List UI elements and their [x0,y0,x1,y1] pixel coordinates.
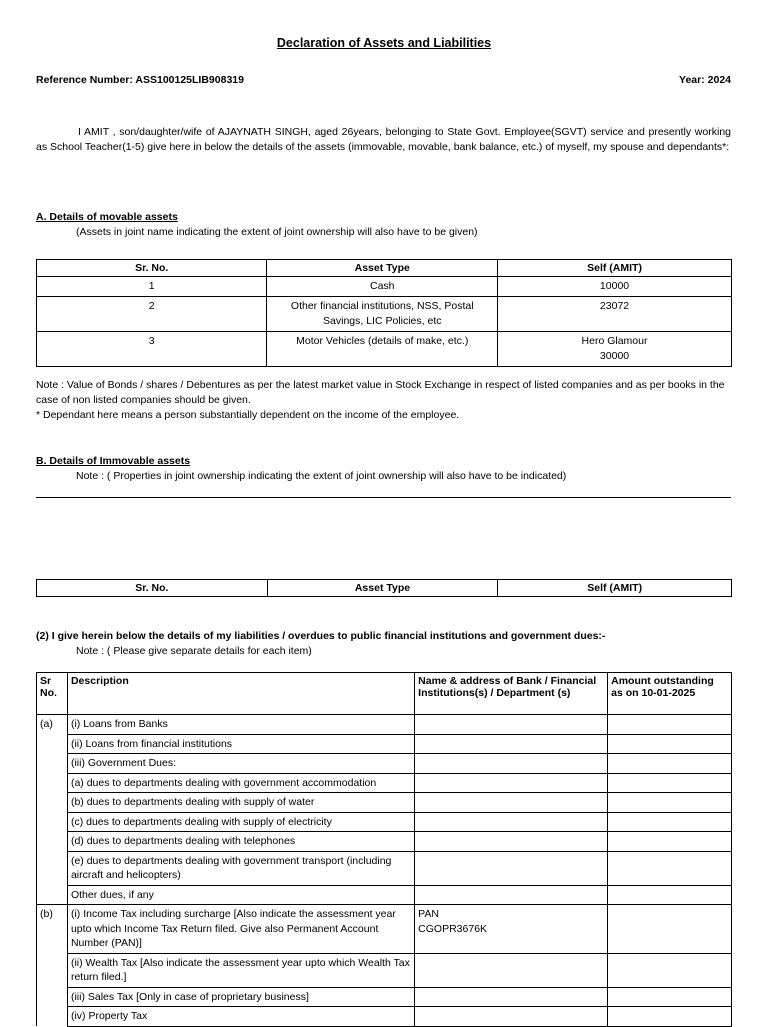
description: (d) dues to departments dealing with telephones [67,832,414,852]
table-row [37,987,732,1007]
sr-no [37,953,68,987]
column-header: Amount outstanding as on 10-01-2025 [608,673,732,715]
description: (a) dues to departments dealing with government accommodation [67,773,414,793]
table-row [37,793,732,813]
bank-name [415,987,608,1007]
description: (iv) Property Tax [67,1007,414,1027]
column-header: Sr No. [37,673,68,715]
liabilities-subnote: Note : ( Please give separate details for each item) [76,645,312,657]
table-row [37,851,732,885]
amount [608,773,732,793]
divider [36,497,731,498]
asset-type: Cash [267,277,498,297]
table-row [37,885,732,905]
sr-no [37,885,68,905]
column-header: Sr. No. [37,260,267,277]
description: (ii) Loans from financial institutions [67,734,414,754]
asset-type: Motor Vehicles (details of make, etc.) [267,332,498,367]
self-value: 10000 [498,277,732,297]
column-header: Self (AMIT) [498,260,732,277]
table-header-row [37,260,732,277]
sr-no: 1 [37,277,267,297]
document-title: Declaration of Assets and Liabilities [276,36,492,50]
sr-no [37,987,68,1007]
bank-name [415,715,608,735]
sr-no [37,773,68,793]
table-row [37,832,732,852]
amount [608,885,732,905]
movable-assets-table [36,259,732,367]
table-header-row [37,580,732,597]
description: (iii) Sales Tax [Only in case of proprietary business] [67,987,414,1007]
self-value: 23072 [498,297,732,332]
table-row [37,734,732,754]
description: (i) Income Tax including surcharge [Also indicate the assessment year upto which Income Tax Return filed. Give also Permanent Account Number (PAN)] [67,905,414,954]
table-header-row [37,673,732,715]
description: (ii) Wealth Tax [Also indicate the assessment year upto which Wealth Tax return filed.] [67,953,414,987]
dependant-note: * Dependant here means a person substantially dependent on the income of the employee. [36,409,460,421]
amount [608,1007,732,1027]
amount [608,987,732,1007]
sr-no: (b) [37,905,68,954]
amount [608,851,732,885]
description: (e) dues to departments dealing with government transport (including aircraft and helicopters) [67,851,414,885]
declaration-paragraph [36,125,731,155]
immovable-assets-table [36,579,732,597]
description: (b) dues to departments dealing with supply of water [67,793,414,813]
table-row [37,297,732,332]
table-row [37,715,732,735]
self-value: Hero Glamour 30000 [498,332,732,367]
amount [608,734,732,754]
liabilities-heading: (2) I give herein below the details of my liabilities / overdues to public financial institutions and government dues:- [36,630,606,642]
year: Year: 2024 [679,74,731,86]
liabilities-table [36,672,732,1027]
reference-number: Reference Number: ASS100125LIB908319 [36,74,244,86]
valuation-note: Note : Value of Bonds / shares / Debentures as per the latest market value in Stock Exchange in respect of listed companies and as per books in the case of non listed companies should be given. [36,379,725,406]
sr-no: 2 [37,297,267,332]
amount [608,953,732,987]
bank-name [415,885,608,905]
bank-name [415,773,608,793]
immovable-assets-heading: B. Details of Immovable assets [36,455,191,467]
amount [608,812,732,832]
sr-no [37,812,68,832]
sr-no [37,832,68,852]
bank-name [415,734,608,754]
amount [608,832,732,852]
declaration-text: I AMIT , son/daughter/wife of AJAYNATH SINGH, aged 26years, belonging to State Govt. Employee(SGVT) service and presently working as School Teacher(1-5) give here in below the details of the assets (immovable, movable, bank balance, etc.) of myself, my spouse and dependants*: [36,126,731,153]
movable-assets-heading: A. Details of movable assets [36,211,178,223]
amount [608,715,732,735]
bank-name [415,754,608,774]
sr-no: (a) [37,715,68,735]
amount [608,754,732,774]
sr-no [37,754,68,774]
column-header: Self (AMIT) [498,580,732,597]
column-header: Name & address of Bank / Financial Institutions(s) / Department (s) [415,673,608,715]
bank-name [415,832,608,852]
description: (i) Loans from Banks [67,715,414,735]
description: (c) dues to departments dealing with supply of electricity [67,812,414,832]
sr-no: 3 [37,332,267,367]
table-row [37,812,732,832]
sr-no [37,793,68,813]
amount [608,793,732,813]
description: (iii) Government Dues: [67,754,414,774]
bank-name [415,1007,608,1027]
column-header: Asset Type [267,260,498,277]
table-row [37,953,732,987]
immovable-assets-subnote: Note : ( Properties in joint ownership indicating the extent of joint ownership will also have to be indicated) [76,470,567,482]
column-header: Asset Type [267,580,498,597]
column-header: Description [67,673,414,715]
table-row [37,754,732,774]
bank-name [415,851,608,885]
table-row [37,773,732,793]
sr-no [37,734,68,754]
table-row [37,277,732,297]
movable-assets-subnote: (Assets in joint name indicating the extent of joint ownership will also have to be given) [76,226,478,238]
table-row [37,332,732,367]
bank-name [415,953,608,987]
amount [608,905,732,954]
asset-type: Other financial institutions, NSS, Postal Savings, LIC Policies, etc [267,297,498,332]
table-row [37,1007,732,1027]
table-row [37,905,732,954]
sr-no [37,851,68,885]
column-header: Sr. No. [37,580,268,597]
description: Other dues, if any [67,885,414,905]
bank-name [415,793,608,813]
bank-name [415,812,608,832]
sr-no [37,1007,68,1027]
bank-name: PAN CGOPR3676K [415,905,608,954]
